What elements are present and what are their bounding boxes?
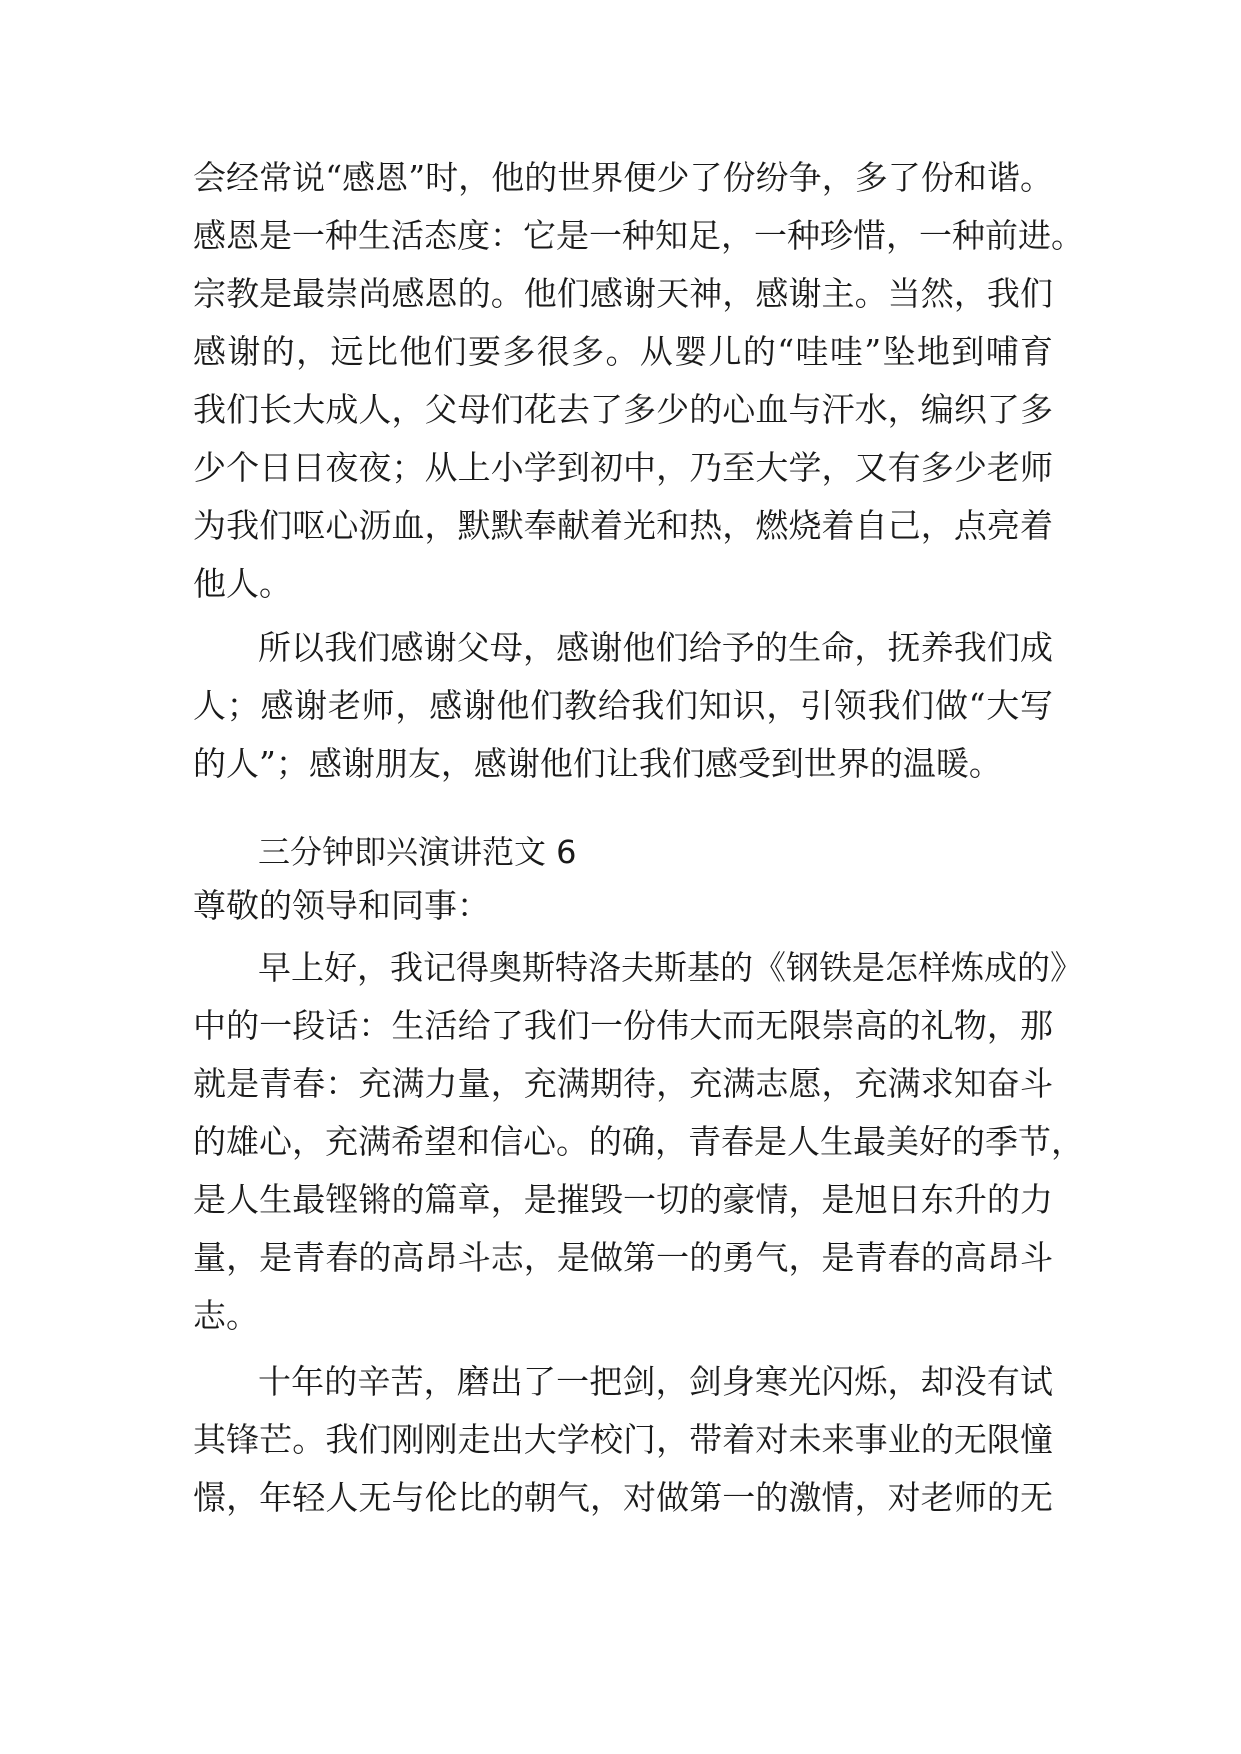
text-line: 宗教是最崇尚感恩的。他们感谢天神，感谢主。当然，我们 <box>193 274 1053 313</box>
text-line: 中的一段话：生活给了我们一份伟大而无限崇高的礼物，那 <box>193 1006 1053 1045</box>
text-line: 他人。 <box>193 564 292 603</box>
text-line: 感恩是一种生活态度：它是一种知足，一种珍惜，一种前进。 <box>193 216 1084 255</box>
salutation: 尊敬的领导和同事： <box>193 886 490 925</box>
text-line: 所以我们感谢父母，感谢他们给予的生命，抚养我们成 <box>258 628 1053 667</box>
text-line: 志。 <box>193 1296 259 1335</box>
section-title: 三分钟即兴演讲范文 6 <box>258 833 577 871</box>
text-line: 量，是青春的高昂斗志，是做第一的勇气，是青春的高昂斗 <box>193 1238 1053 1277</box>
text-line: 会经常说“感恩”时，他的世界便少了份纷争，多了份和谐。 <box>193 158 1053 197</box>
text-line: 的人”；感谢朋友，感谢他们让我们感受到世界的温暖。 <box>193 744 1002 783</box>
text-line: 早上好，我记得奥斯特洛夫斯基的《钢铁是怎样炼成的》 <box>258 948 1083 987</box>
text-line: 少个日日夜夜；从上小学到初中，乃至大学，又有多少老师 <box>193 448 1053 487</box>
text-line: 其锋芒。我们刚刚走出大学校门，带着对未来事业的无限憧 <box>193 1420 1053 1459</box>
text-line: 就是青春：充满力量，充满期待，充满志愿，充满求知奋斗 <box>193 1064 1053 1103</box>
text-line: 十年的辛苦，磨出了一把剑，剑身寒光闪烁，却没有试 <box>258 1362 1053 1401</box>
text-line: 感谢的，远比他们要多很多。从婴儿的“哇哇”坠地到哺育 <box>193 332 1053 371</box>
text-line: 我们长大成人，父母们花去了多少的心血与汗水，编织了多 <box>193 390 1053 429</box>
text-line: 憬，年轻人无与伦比的朝气，对做第一的激情，对老师的无 <box>193 1478 1053 1517</box>
text-line: 人；感谢老师，感谢他们教给我们知识，引领我们做“大写 <box>193 686 1053 725</box>
text-line: 为我们呕心沥血，默默奉献着光和热，燃烧着自己，点亮着 <box>193 506 1053 545</box>
text-line: 的雄心，充满希望和信心。的确，青春是人生最美好的季节， <box>193 1122 1084 1161</box>
text-line: 是人生最铿锵的篇章，是摧毁一切的豪情，是旭日东升的力 <box>193 1180 1053 1219</box>
